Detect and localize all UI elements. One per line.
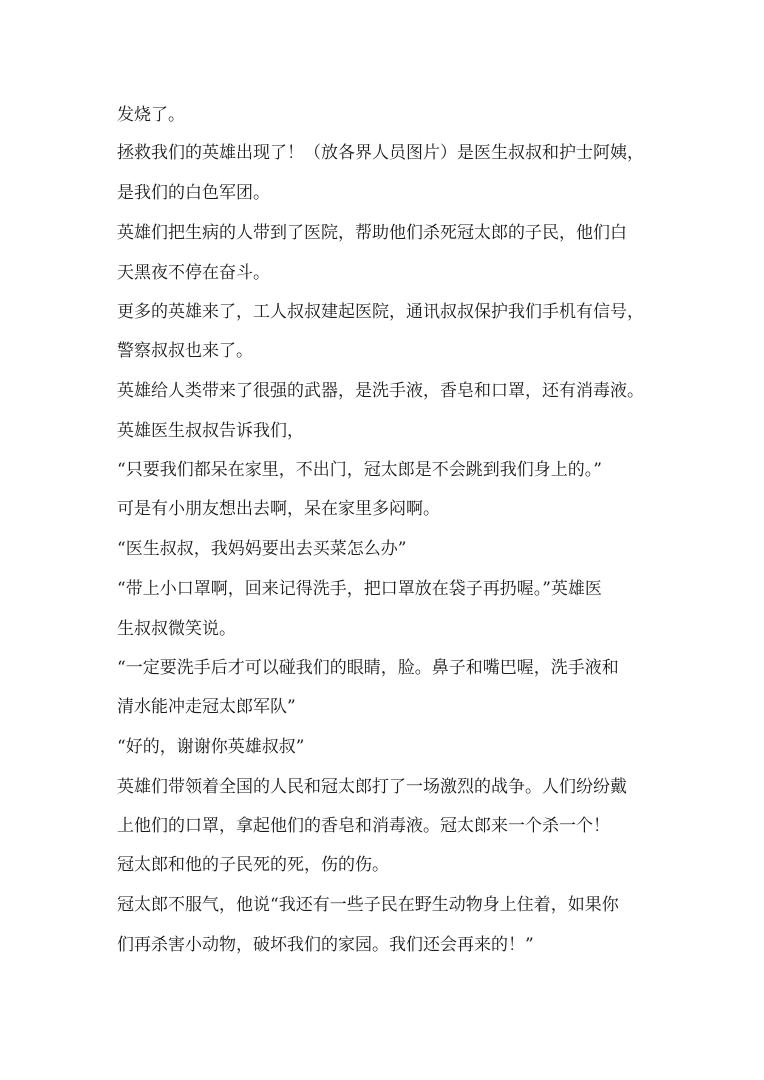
paragraph-line: 英雄们把生病的人带到了医院，帮助他们杀死冠太郎的子民，他们白 (117, 223, 627, 243)
paragraph-line: 更多的英雄来了，工人叔叔建起医院，通讯叔叔保护我们手机有信号， (117, 302, 644, 322)
paragraph-line: 发烧了。 (117, 105, 185, 125)
paragraph-line: “只要我们都呆在家里，不出门，冠太郎是不会跳到我们身上的。” (117, 460, 602, 480)
paragraph-line: 天黑夜不停在奋斗。 (117, 263, 270, 283)
paragraph-line: “带上小口罩啊，回来记得洗手，把口罩放在袋子再扔喔。”英雄医 (117, 579, 602, 599)
paragraph-line: 拯救我们的英雄出现了！（放各界人员图片）是医生叔叔和护士阿姨， (117, 143, 644, 163)
paragraph-line: 警察叔叔也来了。 (117, 341, 253, 361)
paragraph-line: “医生叔叔，我妈妈要出去买菜怎么办” (117, 539, 407, 559)
paragraph-line: 上他们的口罩，拿起他们的香皂和消毒液。冠太郎来一个杀一个！ (117, 816, 610, 836)
paragraph-line: 冠太郎不服气，他说“我还有一些子民在野生动物身上住着，如果你 (117, 895, 619, 915)
paragraph-line: “一定要洗手后才可以碰我们的眼睛，脸。鼻子和嘴巴喔，洗手液和 (117, 658, 619, 678)
paragraph-line: 是我们的白色军团。 (117, 183, 270, 203)
paragraph-line: 清水能冲走冠太郎军队” (117, 697, 296, 717)
paragraph-line: 英雄给人类带来了很强的武器，是洗手液，香皂和口罩，还有消毒液。 (117, 381, 644, 401)
paragraph-line: 生叔叔微笑说。 (117, 619, 236, 639)
paragraph-line: 英雄医生叔叔告诉我们， (117, 421, 304, 441)
paragraph-line: 冠太郎和他的子民死的死，伤的伤。 (117, 855, 389, 875)
paragraph-line: 可是有小朋友想出去啊，呆在家里多闷啊。 (117, 499, 440, 519)
paragraph-line: 英雄们带领着全国的人民和冠太郎打了一场激烈的战争。人们纷纷戴 (117, 777, 627, 797)
paragraph-line: 们再杀害小动物，破坏我们的家园。我们还会再来的！” (117, 935, 534, 955)
paragraph-line: “好的，谢谢你英雄叔叔” (117, 737, 305, 757)
